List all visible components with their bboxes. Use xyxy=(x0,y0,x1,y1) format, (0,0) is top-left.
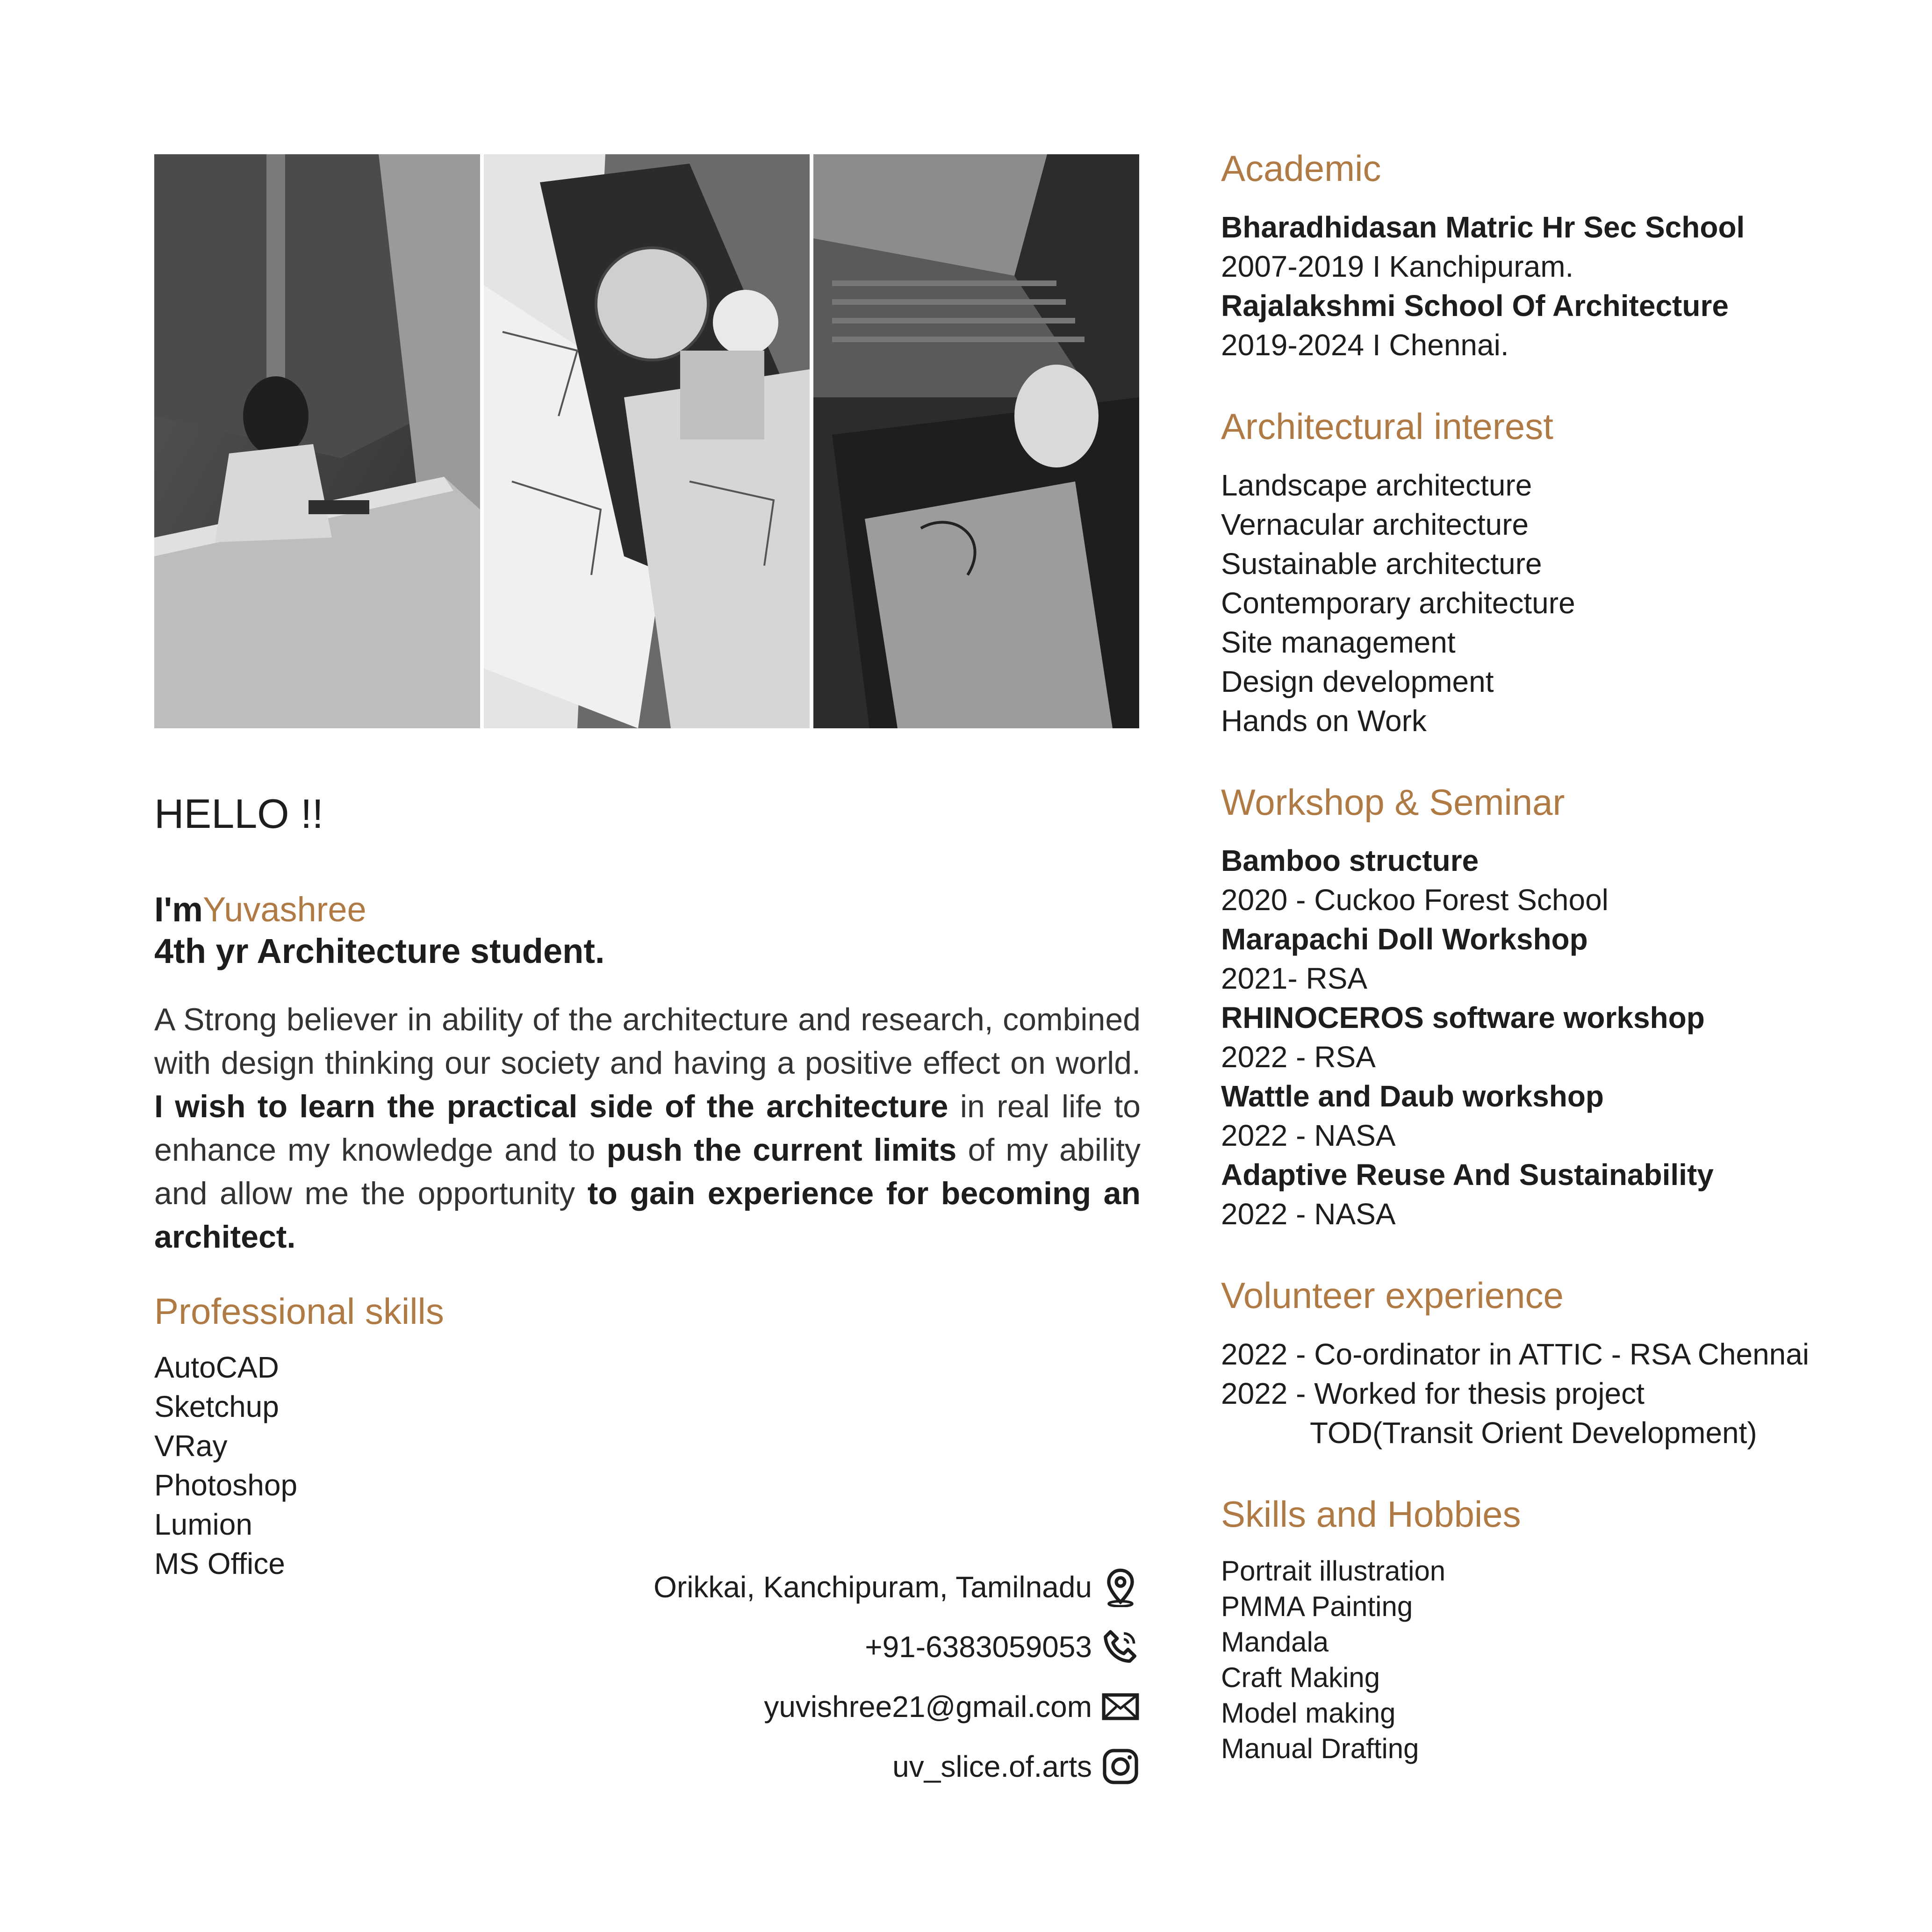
location-icon xyxy=(1100,1567,1141,1607)
skill-item: Photoshop xyxy=(154,1468,298,1502)
address-text: Orikkai, Kanchipuram, Tamilnadu xyxy=(654,1570,1092,1604)
person-name: Yuvashree xyxy=(202,890,366,929)
bio-text-bold: I wish to learn the practical side of the architecture xyxy=(154,1088,948,1124)
hobbies-title: Skills and Hobbies xyxy=(1221,1494,1521,1535)
school-detail: 2007-2019 I Kanchipuram. xyxy=(1221,249,1574,283)
workshop-detail: 2021- RSA xyxy=(1221,962,1368,996)
bio-text-bold: push the current limits xyxy=(606,1132,957,1168)
bio-text: A Strong believer in ability of the architecture and research, combined with design thinking our society and having a positive effect on world. xyxy=(154,1001,1141,1081)
skill-item: VRay xyxy=(154,1429,228,1463)
workshop-detail: 2020 - Cuckoo Forest School xyxy=(1221,883,1609,917)
intro-section xyxy=(154,790,1141,1583)
skill-item: AutoCAD xyxy=(154,1350,279,1385)
interest-item: Landscape architecture xyxy=(1221,468,1532,502)
interest-item: Vernacular architecture xyxy=(1221,507,1529,541)
volunteer-item: 2022 - Co-ordinator in ATTIC - RSA Chennai xyxy=(1221,1337,1810,1372)
interest-item: Contemporary architecture xyxy=(1221,586,1575,620)
bio-text: in real life to enhance my knowledge and to xyxy=(154,1088,1141,1168)
skill-item: Sketchup xyxy=(154,1390,279,1424)
workshop-detail: 2022 - NASA xyxy=(1221,1197,1396,1231)
contact-instagram[interactable] xyxy=(654,1745,1141,1788)
hobby-item: Manual Drafting xyxy=(1221,1732,1419,1764)
school-name: Rajalakshmi School Of Architecture xyxy=(1221,288,1729,323)
phone-icon xyxy=(1100,1627,1141,1667)
skill-item: MS Office xyxy=(154,1547,285,1581)
contact-address xyxy=(654,1566,1141,1608)
volunteer-item-continued: TOD(Transit Orient Development) xyxy=(1310,1416,1757,1450)
contact-phone[interactable] xyxy=(654,1626,1141,1668)
phone-text[interactable]: +91-6383059053 xyxy=(865,1630,1092,1664)
right-column xyxy=(1221,149,1885,1809)
volunteer-title: Volunteer experience xyxy=(1221,1275,1564,1316)
interest-item: Sustainable architecture xyxy=(1221,546,1542,581)
volunteer-item: 2022 - Worked for thesis project xyxy=(1221,1377,1645,1411)
hobby-item: Model making xyxy=(1221,1697,1396,1729)
intro-name-line xyxy=(154,889,1141,931)
hobby-item: PMMA Painting xyxy=(1221,1590,1413,1622)
professional-skills-title: Professional skills xyxy=(154,1290,444,1332)
interest-item: Design development xyxy=(1221,664,1494,698)
volunteer-section xyxy=(1221,1276,1885,1452)
email-text[interactable]: yuvishree21@gmail.com xyxy=(764,1690,1092,1724)
hobby-item: Mandala xyxy=(1221,1626,1329,1658)
student-studying-photo xyxy=(154,154,480,728)
mail-icon xyxy=(1100,1687,1141,1727)
instagram-text[interactable]: uv_slice.of.arts xyxy=(892,1750,1092,1783)
workshop-detail: 2022 - RSA xyxy=(1221,1040,1376,1074)
academic-title: Academic xyxy=(1221,148,1381,189)
contact-email[interactable] xyxy=(654,1686,1141,1728)
skill-item: Lumion xyxy=(154,1508,252,1542)
person-title: 4th yr Architecture student. xyxy=(154,931,605,970)
workshop-name: Marapachi Doll Workshop xyxy=(1221,922,1588,956)
hobbies-section xyxy=(1221,1494,1885,1767)
professional-skills-list xyxy=(154,1348,1141,1583)
hobby-item: Portrait illustration xyxy=(1221,1555,1446,1587)
laptop-desk-photo xyxy=(813,154,1139,728)
instagram-icon xyxy=(1100,1746,1141,1787)
workshop-detail: 2022 - NASA xyxy=(1221,1119,1396,1153)
interest-section xyxy=(1221,407,1885,740)
workshop-title: Workshop & Seminar xyxy=(1221,781,1565,823)
school-detail: 2019-2024 I Chennai. xyxy=(1221,328,1509,362)
workshop-name: Wattle and Daub workshop xyxy=(1221,1079,1604,1113)
interest-item: Hands on Work xyxy=(1221,704,1427,738)
im-label: I'm xyxy=(154,890,203,929)
bio-text-bold: to gain experience for becoming an architect. xyxy=(154,1175,1141,1255)
bio-text: of my ability and allow me the opportunity xyxy=(154,1132,1141,1211)
workshop-name: Adaptive Reuse And Sustainability xyxy=(1221,1158,1714,1192)
school-name: Bharadhidasan Matric Hr Sec School xyxy=(1221,210,1745,244)
hobby-item: Craft Making xyxy=(1221,1661,1380,1693)
greeting: HELLO !! xyxy=(154,790,323,837)
workshop-section xyxy=(1221,783,1885,1234)
academic-section xyxy=(1221,149,1885,365)
workshop-name: Bamboo structure xyxy=(1221,844,1479,878)
contact-list xyxy=(654,1566,1141,1805)
workshop-name: RHINOCEROS software workshop xyxy=(1221,1001,1705,1035)
interest-title: Architectural interest xyxy=(1221,405,1553,447)
interest-item: Site management xyxy=(1221,625,1456,659)
architecture-sheets-model-photo xyxy=(484,154,810,728)
bio-paragraph xyxy=(154,998,1141,1259)
